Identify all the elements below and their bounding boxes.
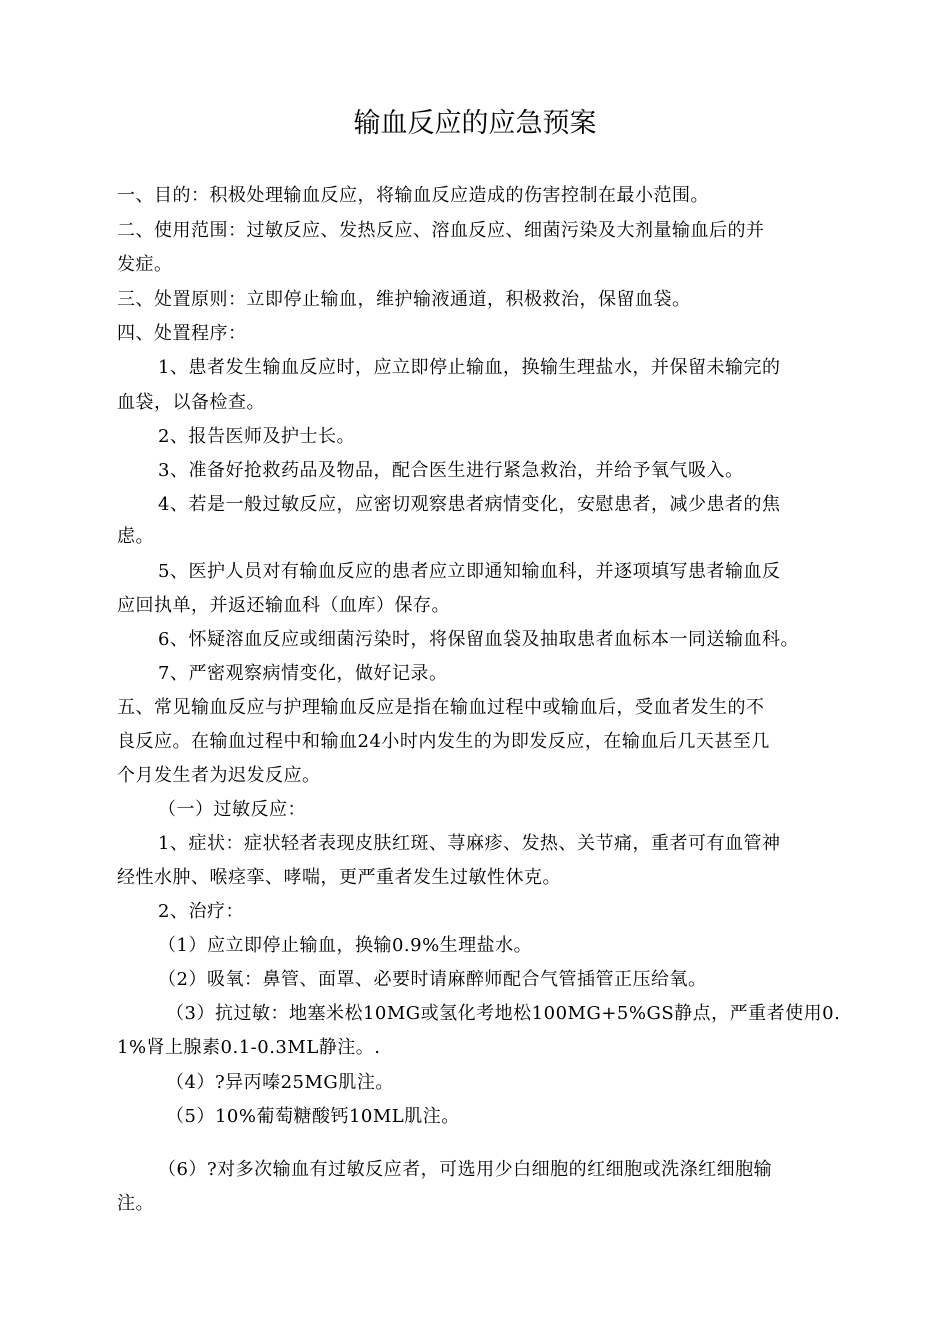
- text-line: 四、处置程序：: [117, 323, 247, 344]
- text-line: （5）10%葡萄糖酸钙10ML肌注。: [166, 1106, 460, 1127]
- text-line: 个月发生者为迟发反应。: [117, 765, 321, 786]
- text-line: 发症。: [117, 254, 173, 275]
- text-line: 4、若是一般过敏反应，应密切观察患者病情变化，安慰患者，减少患者的焦: [158, 494, 781, 515]
- text-line: （4）?异丙嗪25MG肌注。: [166, 1072, 394, 1093]
- text-line: 二、使用范围：过敏反应、发热反应、溶血反应、细菌污染及大剂量输血后的并: [117, 220, 765, 241]
- text-line: （1）应立即停止输血，换输0.9%生理盐水。: [158, 935, 533, 956]
- text-line: 2、报告医师及护士长。: [158, 426, 355, 447]
- text-line: 3、准备好抢救药品及物品，配合医生进行紧急救治，并给予氧气吸入。: [158, 460, 744, 481]
- text-line: 三、处置原则：立即停止输血，维护输液通道，积极救治，保留血袋。: [117, 289, 691, 310]
- text-line: （6）?对多次输血有过敏反应者，可选用少白细胞的红细胞或洗涤红细胞输: [158, 1159, 773, 1180]
- text-line: 虑。: [117, 526, 154, 547]
- text-line: 1、症状：症状轻者表现皮肤红斑、荨麻疹、发热、关节痛，重者可有血管神: [158, 833, 781, 854]
- text-line: 2、治疗：: [158, 901, 244, 922]
- text-line: 5、医护人员对有输血反应的患者应立即通知输血科，并逐项填写患者输血反: [158, 561, 781, 582]
- text-line: 五、常见输血反应与护理输血反应是指在输血过程中或输血后，受血者发生的不: [117, 697, 765, 718]
- text-line: 7、严密观察病情变化，做好记录。: [158, 663, 448, 684]
- text-line: 经性水肿、喉痉挛、哮喘，更严重者发生过敏性休克。: [117, 867, 561, 888]
- document-title: 输血反应的应急预案: [353, 108, 597, 139]
- text-line: 血袋，以备检查。: [117, 392, 265, 413]
- text-line: （3）抗过敏：地塞米松10MG或氢化考地松100MG+5%GS静点，严重者使用0.: [166, 1003, 841, 1024]
- text-line: （一）过敏反应：: [158, 799, 306, 820]
- text-line: 注。: [117, 1193, 154, 1214]
- text-line: 6、怀疑溶血反应或细菌污染时，将保留血袋及抽取患者血标本一同送输血科。: [158, 629, 799, 650]
- text-line: （2）吸氧：鼻管、面罩、必要时请麻醉师配合气管插管正压给氧。: [158, 969, 707, 990]
- text-line: 1%肾上腺素0.1-0.3ML静注。.: [117, 1037, 381, 1058]
- text-line: 1、患者发生输血反应时，应立即停止输血，换输生理盐水，并保留未输完的: [158, 357, 781, 378]
- text-line: 一、目的：积极处理输血反应，将输血反应造成的伤害控制在最小范围。: [117, 185, 709, 206]
- text-line: 应回执单，并返还输血科（血库）保存。: [117, 595, 450, 616]
- text-line: 良反应。在输血过程中和输血24小时内发生的为即发反应，在输血后几天甚至几: [117, 731, 770, 752]
